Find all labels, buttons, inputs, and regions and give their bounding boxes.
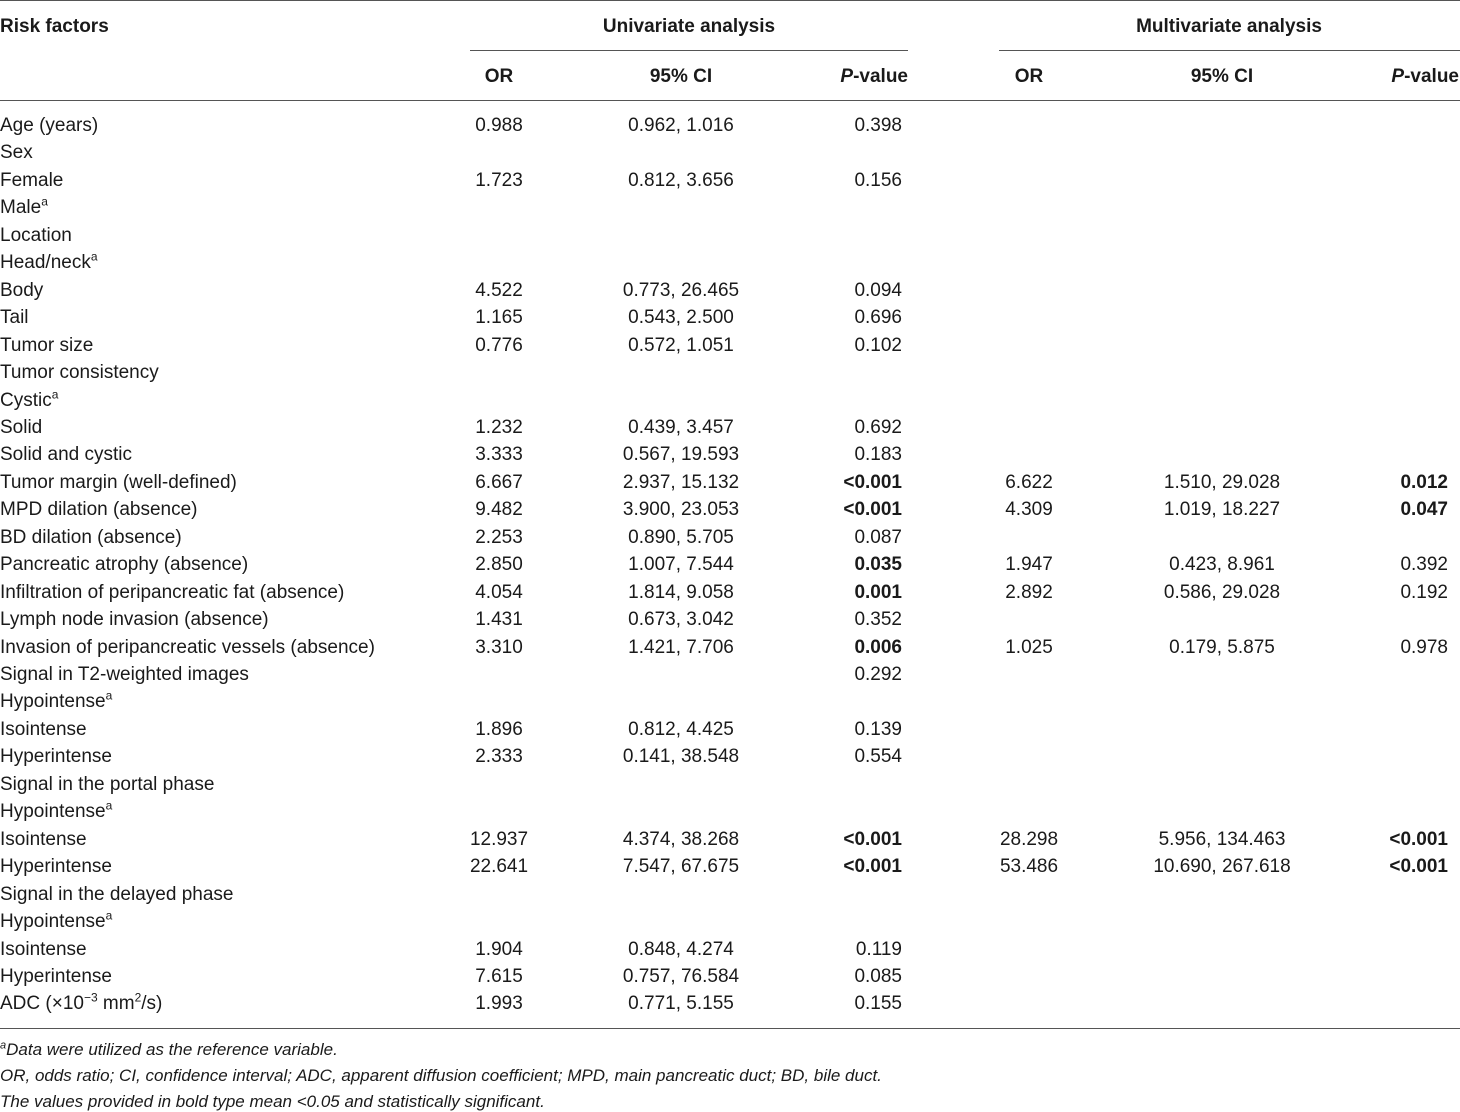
- row-label: Isointense: [0, 939, 87, 960]
- table-top-rule: [0, 0, 1460, 1]
- cell-u-p: 0.292: [854, 664, 902, 685]
- cell-u-or: 1.431: [475, 609, 523, 630]
- header-u-p: P-value: [840, 66, 908, 87]
- cell-u-p: 0.094: [854, 280, 902, 301]
- row-label: Age (years): [0, 115, 99, 136]
- header-risk-factors: Risk factors: [0, 16, 109, 37]
- row-label: Hypointense$^a$: [0, 798, 113, 822]
- cell-u-or: 12.937: [469, 829, 529, 850]
- footnote-abbreviations: OR, odds ratio; CI, confidence interval; ADC, apparent diffusion coefficient; MPD, main pancreatic duct; BD, bile duct.: [0, 1066, 882, 1085]
- header-bottom-rule: [0, 100, 1460, 101]
- cell-u-ci: 2.937, 15.132: [622, 472, 740, 493]
- cell-u-ci: 7.547, 67.675: [622, 856, 740, 877]
- cell-u-ci: 0.673, 3.042: [628, 609, 734, 630]
- cell-u-or: 0.776: [475, 335, 523, 356]
- row-label: Hypointense$^a$: [0, 688, 113, 712]
- row-label: Lymph node invasion (absence): [0, 609, 269, 630]
- cell-u-ci: 0.812, 3.656: [628, 170, 734, 191]
- cell-u-ci: 1.007, 7.544: [628, 554, 734, 575]
- cell-u-p: 0.155: [854, 993, 902, 1014]
- cell-u-ci: 0.812, 4.425: [628, 719, 734, 740]
- row-label: MPD dilation (absence): [0, 499, 198, 520]
- cell-m-ci: 0.423, 8.961: [1169, 554, 1275, 575]
- cell-u-ci: 0.572, 1.051: [628, 335, 734, 356]
- cell-u-p: 0.087: [854, 527, 902, 548]
- cell-m-or: 6.622: [1005, 472, 1053, 493]
- cell-u-or: 1.904: [475, 939, 523, 960]
- cell-m-or: 1.025: [1005, 637, 1053, 658]
- cell-u-p: 0.692: [854, 417, 902, 438]
- cell-u-or: 1.232: [475, 417, 523, 438]
- cell-u-ci: 0.890, 5.705: [628, 527, 734, 548]
- cell-m-ci: 1.510, 29.028: [1163, 472, 1281, 493]
- cell-u-p: 0.352: [854, 609, 902, 630]
- cell-u-p: 0.001: [854, 582, 902, 603]
- row-label: Cystic$^a$: [0, 387, 59, 411]
- footnote-reference: $^a$Data were utilized as the reference variable.: [0, 1039, 338, 1059]
- cell-m-ci: 5.956, 134.463: [1158, 829, 1286, 850]
- row-label: Solid: [0, 417, 43, 438]
- cell-m-p: 0.192: [1400, 582, 1448, 603]
- row-label: Head/neck$^a$: [0, 249, 98, 273]
- cell-m-p: 0.047: [1400, 499, 1448, 520]
- row-label: Hypointense$^a$: [0, 908, 113, 932]
- cell-m-ci: 0.586, 29.028: [1163, 582, 1281, 603]
- cell-u-or: 9.482: [475, 499, 523, 520]
- row-label: Tail: [0, 307, 29, 328]
- cell-m-or: 4.309: [1005, 499, 1053, 520]
- cell-m-p: <0.001: [1389, 829, 1448, 850]
- cell-u-ci: 0.757, 76.584: [622, 966, 740, 987]
- cell-u-or: 1.723: [475, 170, 523, 191]
- row-label: Infiltration of peripancreatic fat (absence): [0, 582, 345, 603]
- cell-u-ci: 1.814, 9.058: [628, 582, 734, 603]
- row-label: Body: [0, 280, 44, 301]
- table-bottom-rule: [0, 1028, 1460, 1029]
- cell-u-p: 0.183: [854, 444, 902, 465]
- row-label: Hyperintense: [0, 746, 112, 767]
- row-label: Female: [0, 170, 64, 191]
- cell-m-p: 0.978: [1400, 637, 1448, 658]
- header-multivariate: Multivariate analysis: [1136, 16, 1322, 37]
- row-label: Signal in T2-weighted images: [0, 664, 249, 685]
- cell-u-ci: 4.374, 38.268: [622, 829, 740, 850]
- cell-u-p: <0.001: [843, 499, 902, 520]
- cell-u-p: 0.119: [855, 939, 902, 960]
- cell-u-or: 2.333: [475, 746, 523, 767]
- cell-u-p: 0.139: [854, 719, 902, 740]
- cell-u-p: 0.696: [854, 307, 902, 328]
- cell-u-ci: 0.773, 26.465: [622, 280, 740, 301]
- cell-u-ci: 1.421, 7.706: [628, 637, 734, 658]
- header-m-ci: 95% CI: [1190, 66, 1254, 87]
- footnote-bold: The values provided in bold type mean <0.05 and statistically significant.: [0, 1092, 545, 1111]
- cell-u-p: <0.001: [843, 472, 902, 493]
- cell-m-or: 53.486: [999, 856, 1059, 877]
- cell-u-or: 7.615: [475, 966, 523, 987]
- header-u-or: OR: [484, 66, 514, 87]
- cell-u-p: 0.006: [854, 637, 902, 658]
- cell-u-or: 2.850: [475, 554, 523, 575]
- cell-u-p: 0.554: [854, 746, 902, 767]
- cell-u-or: 2.253: [475, 527, 523, 548]
- row-label: Tumor margin (well-defined): [0, 472, 237, 493]
- cell-u-or: 4.522: [475, 280, 523, 301]
- cell-m-ci: 0.179, 5.875: [1169, 637, 1275, 658]
- row-label: Isointense: [0, 719, 87, 740]
- cell-u-ci: 0.543, 2.500: [628, 307, 734, 328]
- cell-u-p: <0.001: [843, 856, 902, 877]
- cell-u-or: 0.988: [475, 115, 523, 136]
- cell-m-or: 1.947: [1005, 554, 1053, 575]
- row-label: Male$^a$: [0, 194, 48, 218]
- cell-u-or: 4.054: [475, 582, 523, 603]
- row-label: Location: [0, 225, 72, 246]
- cell-u-or: 6.667: [475, 472, 523, 493]
- cell-u-or: 1.165: [475, 307, 523, 328]
- cell-u-ci: 3.900, 23.053: [622, 499, 740, 520]
- cell-u-ci: 0.567, 19.593: [622, 444, 740, 465]
- row-label: Tumor consistency: [0, 362, 159, 383]
- cell-u-or: 22.641: [469, 856, 529, 877]
- row-label: Hyperintense: [0, 966, 112, 987]
- cell-u-ci: 0.962, 1.016: [628, 115, 734, 136]
- row-label: Signal in the portal phase: [0, 774, 215, 795]
- cell-m-p: 0.392: [1400, 554, 1448, 575]
- cell-u-or: 1.896: [475, 719, 523, 740]
- cell-u-ci: 0.439, 3.457: [628, 417, 734, 438]
- row-label: Isointense: [0, 829, 87, 850]
- multivariate-span-rule: [999, 50, 1460, 51]
- cell-m-or: 2.892: [1005, 582, 1053, 603]
- row-label: BD dilation (absence): [0, 527, 182, 548]
- row-label: Invasion of peripancreatic vessels (absence): [0, 637, 375, 658]
- cell-u-p: 0.156: [854, 170, 902, 191]
- cell-u-p: 0.085: [854, 966, 902, 987]
- cell-u-or: 1.993: [475, 993, 523, 1014]
- cell-u-p: 0.035: [854, 554, 902, 575]
- cell-u-or: 3.333: [475, 444, 523, 465]
- cell-m-p: <0.001: [1389, 856, 1448, 877]
- cell-m-p: 0.012: [1400, 472, 1448, 493]
- cell-u-ci: 0.771, 5.155: [628, 993, 734, 1014]
- cell-m-or: 28.298: [999, 829, 1059, 850]
- header-univariate: Univariate analysis: [602, 16, 776, 37]
- cell-u-or: 3.310: [475, 637, 523, 658]
- cell-u-p: 0.102: [854, 335, 902, 356]
- header-m-p: P-value: [1391, 66, 1459, 87]
- row-label: Hyperintense: [0, 856, 112, 877]
- cell-u-ci: 0.848, 4.274: [628, 939, 734, 960]
- header-m-or: OR: [1014, 66, 1044, 87]
- row-label: Tumor size: [0, 335, 94, 356]
- row-label: Solid and cystic: [0, 444, 133, 465]
- row-label: Sex: [0, 142, 33, 163]
- cell-u-p: <0.001: [843, 829, 902, 850]
- cell-m-ci: 1.019, 18.227: [1163, 499, 1281, 520]
- cell-u-ci: 0.141, 38.548: [622, 746, 740, 767]
- cell-u-p: 0.398: [854, 115, 902, 136]
- row-label: Signal in the delayed phase: [0, 884, 234, 905]
- header-u-ci: 95% CI: [649, 66, 713, 87]
- row-label: ADC ($\times 10^{-3}$ $mm^2/s$): [0, 990, 163, 1014]
- univariate-span-rule: [470, 50, 908, 51]
- row-label: Pancreatic atrophy (absence): [0, 554, 249, 575]
- cell-m-ci: 10.690, 267.618: [1153, 856, 1291, 877]
